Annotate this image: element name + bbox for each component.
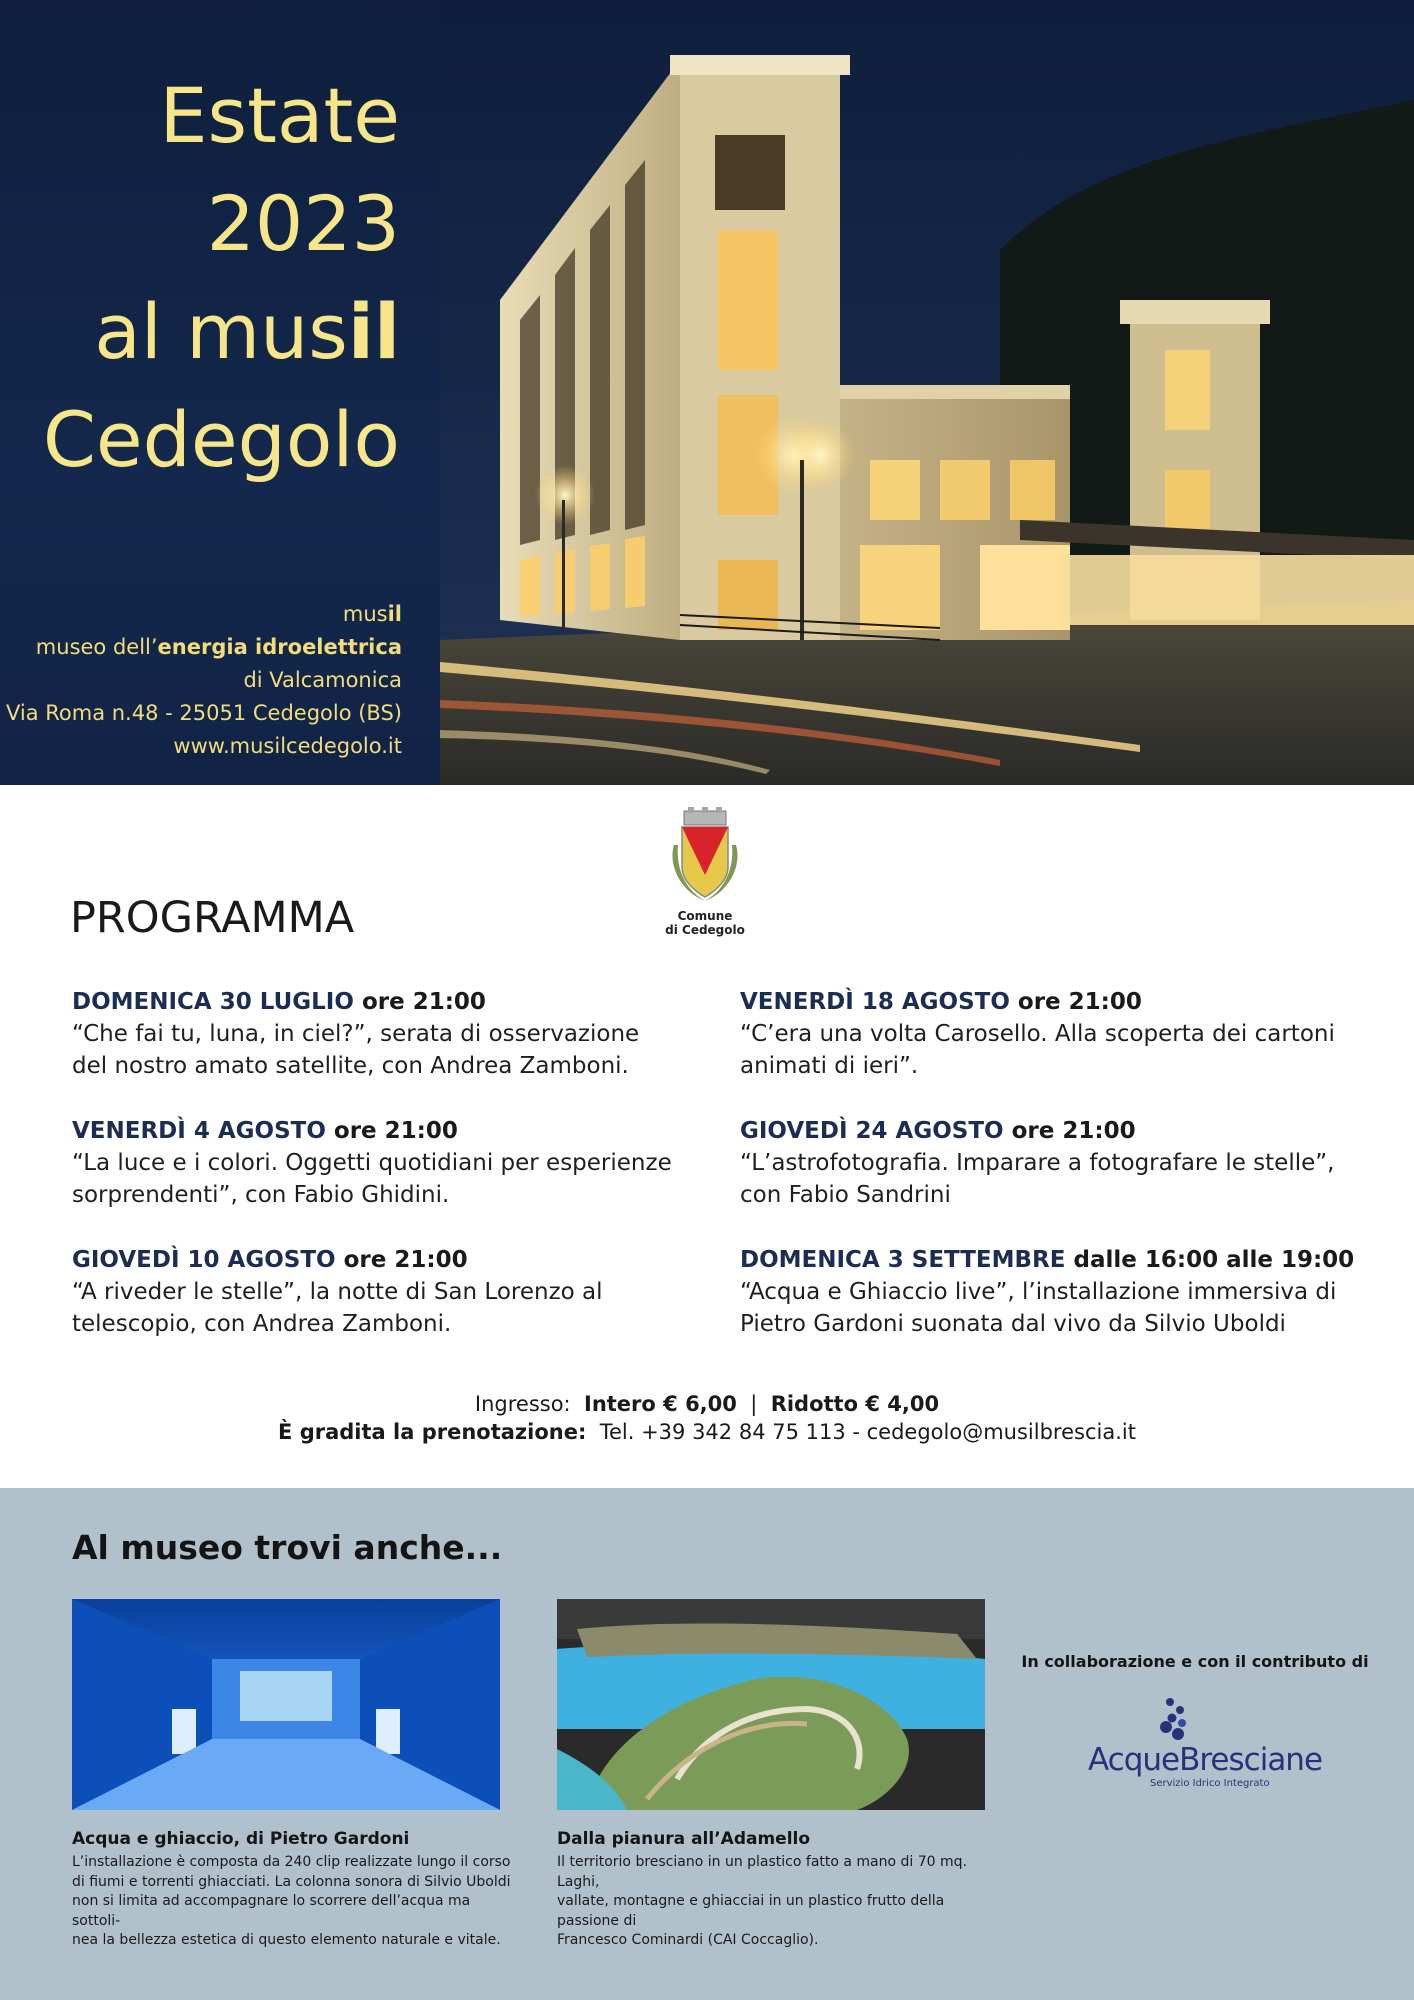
- event-description: “C’era una volta Carosello. Alla scoperta dei cartoni animati di ieri”.: [740, 1021, 1335, 1079]
- event-description: “L’astrofotografia. Imparare a fotografare le stelle”, con Fabio Sandrini: [740, 1150, 1335, 1208]
- event-item: [72, 1115, 672, 1211]
- collaboration-text: In collaborazione e con il contributo di: [1021, 1652, 1369, 1671]
- event-date: DOMENICA 30 LUGLIO ore 21:00: [72, 989, 486, 1015]
- event-item: [740, 1244, 1360, 1340]
- acque-bresciane-tagline: Servizio Idrico Integrato: [1150, 1778, 1270, 1789]
- installation-caption-text: L’installazione è composta da 240 clip realizzate lungo il corso di fiumi e torrenti ghiacciati. La colonna sonora di Silvio Uboldi non si limita ad accompagnare lo scorrere dell’acqua ma sottoli- nea la bellezza estetica di questo elemento naturale e vitale.: [72, 1854, 511, 1948]
- museum-building-photo: [440, 0, 1414, 785]
- event-date: GIOVEDÌ 24 AGOSTO ore 21:00: [740, 1118, 1136, 1144]
- programme-title: PROGRAMMA: [70, 893, 355, 943]
- booking-info: È gradita la prenotazione: Tel. +39 342 84 75 113 - cedegolo@musilbrescia.it: [278, 1420, 1136, 1444]
- coat-of-arms-icon: [660, 805, 750, 905]
- event-item: [72, 986, 672, 1082]
- hero-banner: [0, 0, 1414, 785]
- booking-contact[interactable]: Tel. +39 342 84 75 113 - cedegolo@musilbrescia.it: [599, 1420, 1136, 1444]
- event-date: VENERDÌ 4 AGOSTO ore 21:00: [72, 1118, 458, 1144]
- relief-model-photo: [557, 1599, 985, 1810]
- relief-model-caption-title: Dalla pianura all’Adamello: [557, 1829, 811, 1849]
- acque-bresciane-logo: [1080, 1690, 1323, 1790]
- event-item: [72, 1244, 672, 1340]
- event-date: DOMENICA 3 SETTEMBRE dalle 16:00 alle 19:00: [740, 1247, 1355, 1273]
- relief-model-caption-text: Il territorio bresciano in un plastico fatto a mano di 70 mq. Laghi, vallate, montagne e ghiacciai in un plastico frutto della passione di Francesco Cominardi (CAI Coccaglio).: [557, 1854, 967, 1948]
- museum-desc: museo dell’energia idroelettrica: [35, 635, 402, 659]
- installation-caption-title: Acqua e ghiaccio, di Pietro Gardoni: [72, 1829, 410, 1849]
- museum-name: musil: [342, 602, 402, 626]
- event-description: “A riveder le stelle”, la notte di San Lorenzo al telescopio, con Andrea Zamboni.: [72, 1279, 603, 1337]
- museum-location: di Valcamonica: [243, 668, 402, 692]
- event-item: [740, 1115, 1340, 1211]
- event-date: GIOVEDÌ 10 AGOSTO ore 21:00: [72, 1247, 468, 1273]
- event-date: VENERDÌ 18 AGOSTO ore 21:00: [740, 989, 1142, 1015]
- event-item: [740, 986, 1340, 1082]
- museum-address: Via Roma n.48 - 25051 Cedegolo (BS): [5, 701, 402, 725]
- event-description: “Acqua e Ghiaccio live”, l’installazione immersiva di Pietro Gardoni suonata dal vivo da Silvio Uboldi: [740, 1279, 1337, 1337]
- acque-bresciane-wordmark: AcqueBresciane: [1088, 1742, 1323, 1778]
- ticket-prices: Ingresso: Intero € 6,00 | Ridotto € 4,00: [474, 1392, 940, 1416]
- event-description: “La luce e i colori. Oggetti quotidiani per esperienze sorprendenti”, con Fabio Ghidini.: [72, 1150, 672, 1208]
- water-drops-icon: [1080, 1690, 1320, 1750]
- museum-info: [6, 598, 402, 763]
- poster-title: Estate 2023 al musil Cedegolo: [42, 71, 400, 484]
- event-description: “Che fai tu, luna, in ciel?”, serata di osservazione del nostro amato satellite, con Andrea Zamboni.: [72, 1021, 640, 1079]
- installation-photo: [72, 1599, 500, 1810]
- museum-website[interactable]: www.musilcedegolo.it: [173, 734, 402, 758]
- comune-logo: Comune di Cedegolo: [660, 805, 750, 940]
- extras-title: Al museo trovi anche...: [72, 1528, 503, 1567]
